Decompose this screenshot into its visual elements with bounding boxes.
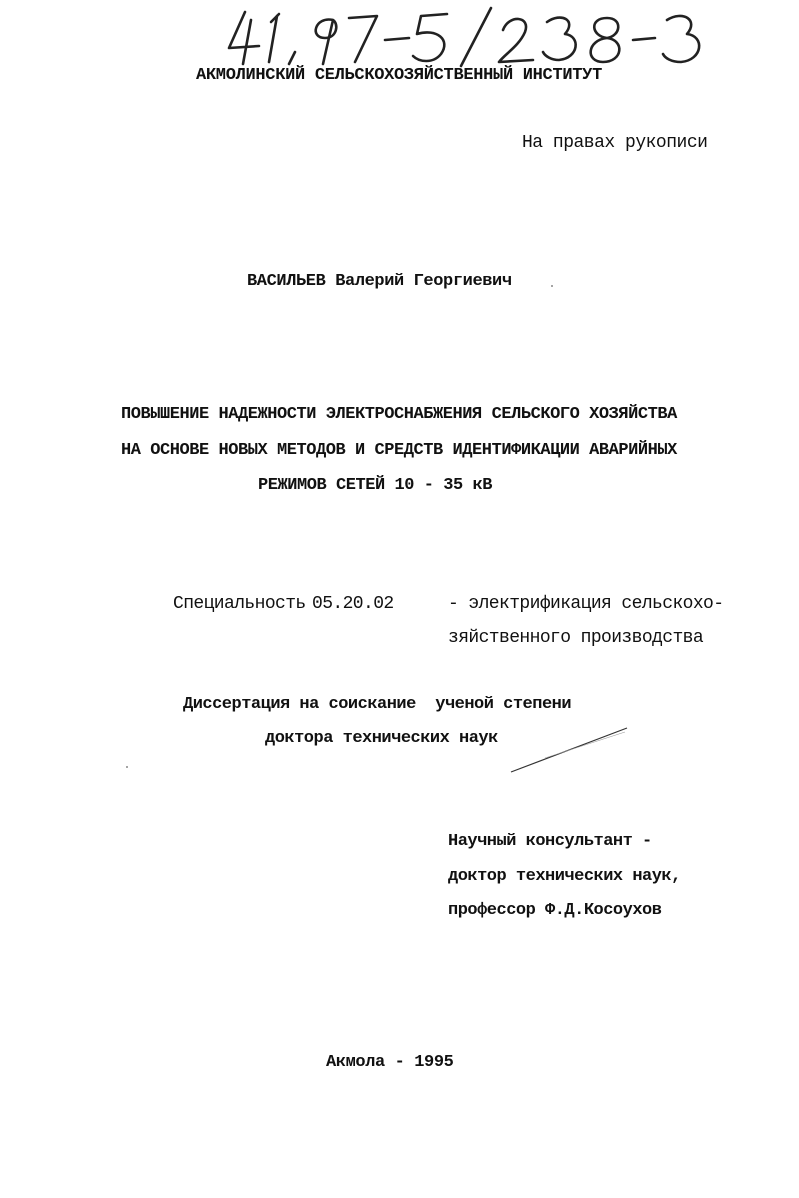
consultant-line-2: доктор технических наук, [448,867,681,886]
scan-speck [126,766,128,768]
consultant-line-1: Научный консультант - [448,832,652,851]
specialty-description-line-2: зяйственного производства [448,628,704,648]
dissertation-line-2: доктора технических наук [265,729,498,748]
institute-name: АКМОЛИНСКИЙ СЕЛЬСКОХОЗЯЙСТВЕННЫЙ ИНСТИТУТ [196,66,602,85]
rights-note: На правах рукописи [522,133,708,153]
specialty-code: 05.20.02 [312,594,394,614]
dissertation-line-1: Диссертация на соискание ученой степени [183,695,572,714]
specialty-label: Специальность [173,594,306,614]
title-line-3: РЕЖИМОВ СЕТЕЙ 10 - 35 кВ [258,476,493,495]
title-line-2: НА ОСНОВЕ НОВЫХ МЕТОДОВ И СРЕДСТВ ИДЕНТИФИКАЦИИ АВАРИЙНЫХ [121,441,677,460]
author-name: ВАСИЛЬЕВ Валерий Георгиевич [247,272,512,291]
place-and-year: Акмола - 1995 [326,1053,454,1072]
handwritten-archive-code [215,2,715,70]
scan-speck [551,285,553,287]
consultant-line-3: профессор Ф.Д.Косоухов [448,901,662,920]
pen-stroke-mark [505,722,635,777]
title-line-1: ПОВЫШЕНИЕ НАДЕЖНОСТИ ЭЛЕКТРОСНАБЖЕНИЯ СЕЛЬСКОГО ХОЗЯЙСТВА [121,405,677,424]
specialty-description-line-1: - электрификация сельскохо- [448,594,724,614]
